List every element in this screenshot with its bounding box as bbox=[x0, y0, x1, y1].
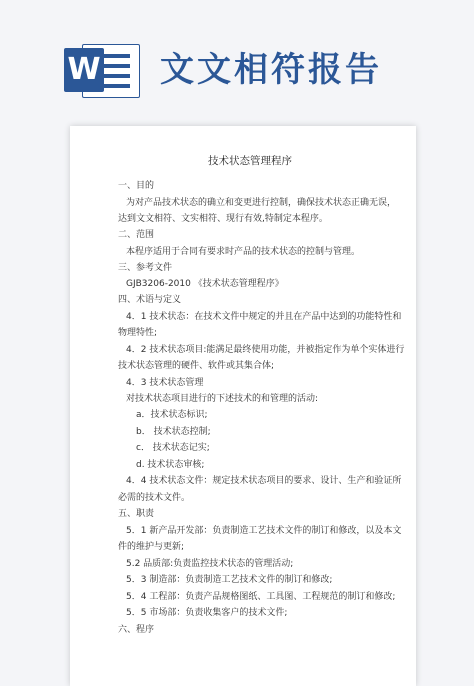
banner-title: 文文相符报告 bbox=[160, 50, 382, 90]
section-heading: 一、目的 bbox=[118, 181, 155, 191]
body-line: 4．2 技术状态项目:能满足最终使用功能，并被指定作为单个实体进行 bbox=[126, 345, 405, 355]
list-item: d. 技术状态审核; bbox=[136, 460, 205, 470]
body-line: 为对产品技术状态的确立和变更进行控制，确保技术状态正确无误， bbox=[126, 198, 397, 208]
body-line: 件的维护与更新; bbox=[118, 542, 185, 552]
body-line: 4．3 技术状态管理 bbox=[126, 378, 204, 388]
body-line: 对技术状态项目进行的下述技术的和管理的活动: bbox=[126, 394, 319, 404]
word-logo-letter: W bbox=[64, 48, 104, 92]
body-line: 4．4 技术状态文件：规定技术状态项目的要求、设计、生产和验证所 bbox=[126, 476, 402, 486]
list-item: b． 技术状态控制; bbox=[136, 427, 211, 437]
document-page bbox=[70, 126, 416, 686]
section-heading: 五、职责 bbox=[118, 509, 155, 519]
document-title: 技术状态管理程序 bbox=[208, 155, 292, 167]
banner bbox=[0, 0, 474, 120]
word-document-icon bbox=[56, 38, 144, 100]
body-line: 本程序适用于合同有要求时产品的技术状态的控制与管理。 bbox=[126, 247, 361, 257]
reference-line: GJB3206-2010 《技术状态管理程序》 bbox=[126, 279, 284, 289]
body-line: 物理特性; bbox=[118, 328, 158, 338]
body-line: 5.2 品质部:负责监控技术状态的管理活动; bbox=[126, 559, 294, 569]
body-line: 5．3 制造部：负责制造工艺技术文件的制订和修改; bbox=[126, 575, 333, 585]
body-line: 4．1 技术状态：在技术文件中规定的并且在产品中达到的功能特性和 bbox=[126, 312, 402, 322]
section-heading: 四、术语与定义 bbox=[118, 295, 182, 305]
body-line: 5．1 新产品开发部：负责制造工艺技术文件的制订和修改，以及本文 bbox=[126, 526, 402, 536]
body-line: 达到文文相符、文实相符、现行有效,特制定本程序。 bbox=[118, 214, 328, 224]
list-item: a．技术状态标识; bbox=[136, 410, 208, 420]
section-heading: 三、参考文件 bbox=[118, 263, 173, 273]
body-line: 5．4 工程部：负责产品规格图纸、工具图、工程规范的制订和修改; bbox=[126, 592, 396, 602]
body-line: 必需的技术文件。 bbox=[118, 493, 191, 503]
body-line: 技术状态管理的硬件、软件或其集合体; bbox=[118, 361, 275, 371]
list-item: c． 技术状态记实; bbox=[136, 443, 210, 453]
section-heading: 二、范围 bbox=[118, 230, 155, 240]
body-line: 5．5 市场部：负责收集客户的技术文件; bbox=[126, 608, 288, 618]
section-heading: 六、程序 bbox=[118, 625, 155, 635]
